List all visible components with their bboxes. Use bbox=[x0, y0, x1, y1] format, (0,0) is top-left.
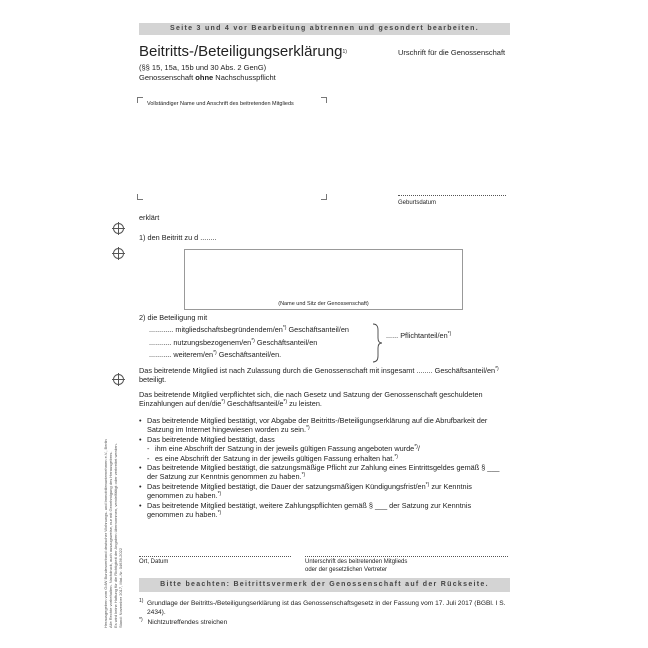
para1-tail: beteiligt. bbox=[139, 375, 167, 385]
sub-bullet-tail: / bbox=[417, 444, 420, 454]
required-share-sup: *) bbox=[447, 331, 452, 337]
coop-box-label: (Name und Sitz der Genossenschaft) bbox=[278, 301, 369, 307]
member-address-field[interactable] bbox=[137, 97, 327, 200]
sub-bullet-sup: *) bbox=[414, 444, 418, 451]
member-box-label: Vollständiger Name und Anschrift des beitretenden Mitglieds bbox=[147, 101, 294, 107]
legal-reference: (§§ 15, 15a, 15b und 30 Abs. 2 GenG) bbox=[139, 63, 267, 72]
list-item bbox=[139, 416, 507, 435]
share-tail: Geschäftsanteil/en bbox=[286, 325, 349, 334]
corner-mark bbox=[137, 194, 143, 200]
side-line: Alle Rechte vorbehalten. Nachdruck, auch auszugsweise, nur mit Genehmigung des Herausgebers. bbox=[108, 451, 113, 628]
footnote-1 bbox=[139, 598, 511, 616]
required-share-text: ...... Pflichtanteil/en bbox=[386, 331, 448, 340]
share-dots: ........... bbox=[149, 338, 174, 347]
right-brace-icon bbox=[370, 323, 384, 363]
share-type: nutzungsbezogenem/en bbox=[173, 338, 252, 347]
subtitle-post: Nachschusspflicht bbox=[213, 73, 276, 82]
list-item bbox=[139, 463, 507, 482]
bullet-sup: *) bbox=[217, 510, 222, 517]
share-end: . bbox=[279, 350, 282, 359]
item-2-participation: 2) die Beteiligung mit bbox=[139, 313, 208, 322]
sub-list-item bbox=[147, 454, 507, 463]
para1-sup: *) bbox=[495, 366, 499, 372]
list-item bbox=[139, 435, 507, 463]
bullet-text: Das beitretende Mitglied bestätigt, die satzungsmäßige Pflicht zur Zahlung eines Eintrittsgeldes gemäß § ___ der Satzung zur Kenntnis genommen zu haben. bbox=[147, 463, 500, 482]
para2-sup: *) bbox=[221, 399, 225, 406]
bullet-text: Das beitretende Mitglied bestätigt, dass bbox=[147, 434, 275, 444]
subtitle-pre: Genossenschaft bbox=[139, 73, 196, 82]
list-item bbox=[139, 501, 507, 520]
crosshair-icon bbox=[113, 223, 124, 234]
bullet-sup: *) bbox=[306, 425, 310, 432]
birthdate-field[interactable] bbox=[398, 195, 506, 196]
share-sup: *) bbox=[251, 338, 255, 344]
place-date-field[interactable] bbox=[139, 556, 291, 557]
share-dots: ............ bbox=[149, 325, 176, 334]
cooperative-name-field[interactable] bbox=[184, 249, 463, 310]
declares-text: erklärt bbox=[139, 213, 160, 222]
signature-label-line1: Unterschrift des beitretenden Mitglieds bbox=[305, 559, 408, 565]
share-type: weiterem/en bbox=[173, 350, 214, 359]
share-type: mitgliedschaftsbegründendem/en bbox=[175, 325, 283, 334]
share-line-membership bbox=[149, 325, 349, 334]
signature-field[interactable] bbox=[305, 556, 508, 557]
para2-text: Das beitretende Mitglied verpflichtet sich, die nach Gesetz und Satzung der Genossenschaft geschuldeten Einzahlungen auf den/die bbox=[139, 390, 483, 409]
form-title-text: Beitritts-/Beteiligungserklärung bbox=[139, 43, 343, 60]
share-tail: Geschäftsanteil/en bbox=[254, 338, 318, 347]
side-line: Herausgegeben vom GdW Bundesverband deutscher Wohnungs- und Immobilienunternehmen e.V., Berlin bbox=[103, 439, 108, 628]
share-sup: *) bbox=[213, 350, 217, 356]
copy-note: Urschrift für die Genossenschaft bbox=[398, 48, 506, 57]
para2-mid: Geschäftsanteil/e bbox=[225, 399, 284, 409]
confirmation-list bbox=[139, 416, 507, 519]
para2-tail: zu leisten. bbox=[287, 399, 322, 409]
signature-label-line2: oder der gesetzlichen Vertreter bbox=[305, 566, 388, 573]
signature-label bbox=[305, 559, 407, 574]
bullet-sup: *) bbox=[425, 481, 430, 488]
footnote-text: Nichtzutreffendes streichen bbox=[147, 619, 228, 626]
sub-bullet-text: ihm eine Abschrift der Satzung in der jeweils gültigen Fassung angeboten wurde bbox=[155, 444, 415, 454]
bullet-text: Das beitretende Mitglied bestätigt, vor Abgabe der Beitritts-/Beteiligungserklärung auf die Abrufbarkeit der Satzung im Internet hingewiesen worden zu sein. bbox=[147, 416, 488, 435]
paragraph-total-shares bbox=[139, 366, 511, 385]
sub-bullet-sup: *) bbox=[394, 453, 398, 460]
paragraph-payments bbox=[139, 390, 513, 409]
list-item bbox=[139, 482, 507, 501]
footnote-mark: 1) bbox=[139, 598, 144, 604]
place-date-label: Ort, Datum bbox=[139, 559, 169, 565]
bullet-tail: zur Kenntnis genommen zu haben. bbox=[147, 481, 472, 501]
bullet-text: Das beitretende Mitglied bestätigt, weitere Zahlungspflichten gemäß § ___ der Satzung zur Kenntnis genommen zu haben. bbox=[147, 500, 472, 520]
side-line: Es wird keine Haftung für die Richtigkeit der Angaben übernommen, vervielfältigt oder verbreitet werden. bbox=[113, 443, 118, 628]
crosshair-icon bbox=[113, 248, 124, 259]
share-dots: ........... bbox=[149, 350, 174, 359]
sub-list-item bbox=[147, 444, 507, 453]
required-share bbox=[386, 331, 451, 340]
subtitle bbox=[139, 73, 276, 82]
birthdate-label: Geburtsdatum bbox=[398, 200, 437, 206]
sub-bullet-text: es eine Abschrift der Satzung in der jeweils gültigen Fassung erhalten hat. bbox=[155, 453, 395, 463]
top-instruction-bar: Seite 3 und 4 vor Bearbeitung abtrennen und gesondert bearbeiten. bbox=[139, 23, 510, 35]
title-footnote-mark: 1) bbox=[342, 49, 347, 55]
subtitle-bold: ohne bbox=[195, 73, 214, 82]
crosshair-icon bbox=[113, 374, 124, 385]
share-line-usage bbox=[149, 338, 317, 347]
footnote-text: Grundlage der Beitritts-/Beteiligungserklärung ist das Genossenschaftsgesetz in der Fassung vom 17. Juli 2017 (BGBl. I S. 2434). bbox=[147, 600, 506, 616]
corner-mark bbox=[137, 97, 143, 103]
footnote-mark: *) bbox=[139, 617, 143, 623]
bullet-text: Das beitretende Mitglied bestätigt, die Dauer der satzungsmäßigen Kündigungsfrist/en bbox=[147, 481, 426, 491]
share-line-additional bbox=[149, 350, 281, 359]
para1-text: Das beitretende Mitglied ist nach Zulassung durch die Genossenschaft mit insgesamt ........ Geschäftsanteil/en bbox=[139, 366, 496, 375]
share-tail: Geschäftsanteil/en bbox=[216, 350, 280, 359]
bullet-sup: *) bbox=[301, 472, 306, 479]
bottom-notice-bar: Bitte beachten: Beitrittsvermerk der Genossenschaft auf der Rückseite. bbox=[139, 578, 510, 592]
side-line: Stand: November 2017, Mat.-Nr. 04636-2022 bbox=[118, 547, 123, 628]
bullet-sup2: *) bbox=[217, 491, 222, 498]
para2-sup2: *) bbox=[283, 399, 288, 406]
share-sup: *) bbox=[282, 325, 287, 331]
item-1-accession: 1) den Beitritt zu d ........ bbox=[139, 233, 217, 242]
corner-mark bbox=[321, 97, 327, 103]
footnote-2 bbox=[139, 619, 227, 626]
corner-mark bbox=[321, 194, 327, 200]
publisher-side-note bbox=[103, 439, 123, 628]
form-title bbox=[139, 43, 347, 60]
